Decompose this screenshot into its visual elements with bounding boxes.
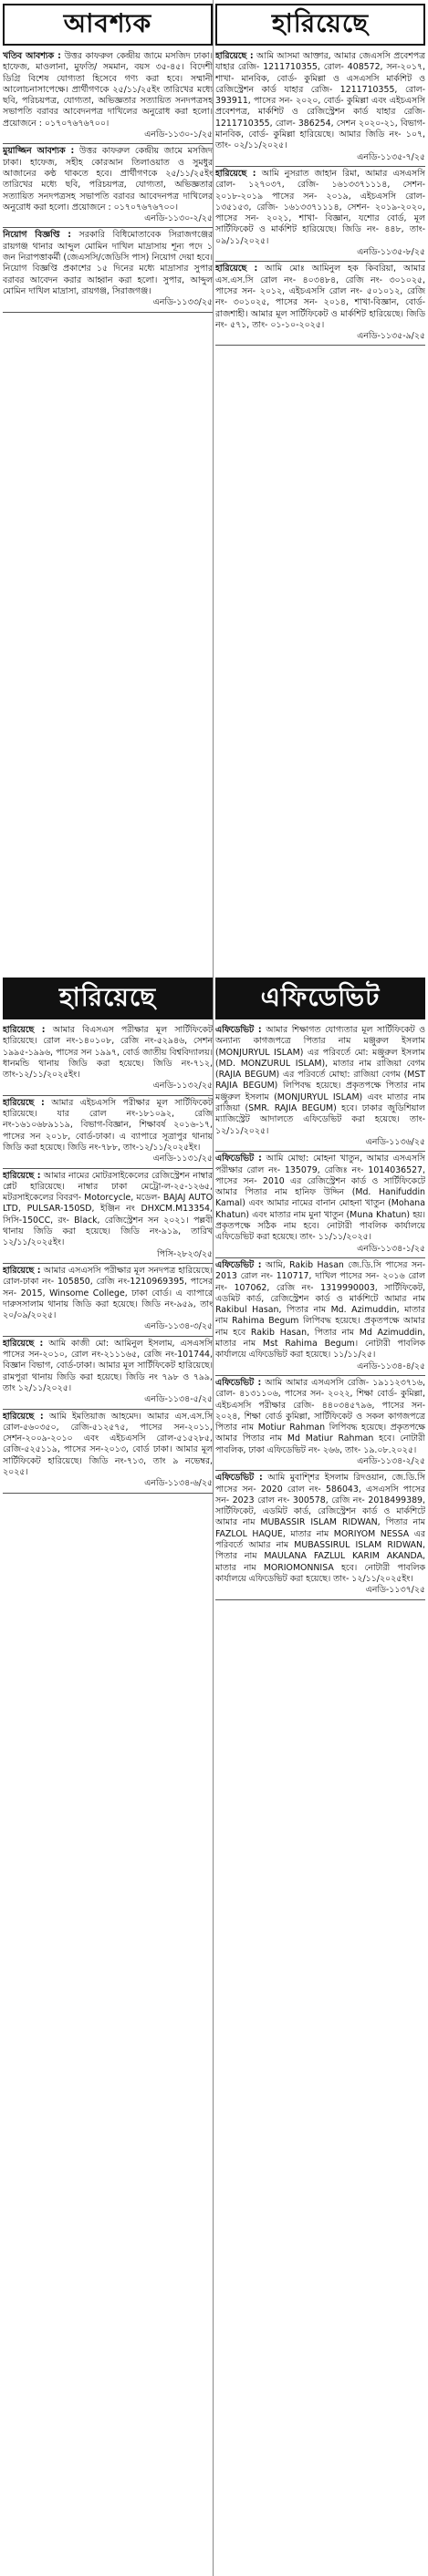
ad-lead: খতিব আবশ্যক : bbox=[3, 51, 61, 61]
classified-ad bbox=[3, 1410, 213, 1494]
ad-lead: মুয়াজ্জিন আবশ্যক : bbox=[3, 146, 75, 157]
ad-code: এনডি-১১৩৪-২/২৫ bbox=[357, 1455, 425, 1466]
ad-body: আমি মুবাশ্শির ইসলাম রিদওয়ান, জে.ডি.সি পাসের সন- 2020 রোল নং- 586043, এসএসসি পাসের সন- 2023 রোল নং- 300578, রেজি নং- 2018499389, সার্টিফিকেট, এডমিট কার্ড, রেজিস্ট্রেশন কার্ড ও মার্কশিটে আমার নাম MUBASSIR ISLAM RIDWAN, পিতার নাম FAZLOL HAQUE, মাতার নাম MORIYOM NESSA এর পরিবর্তে আমার নাম MUBASSIRUL ISLAM RIDWAN, পিতার নাম MAULANA FAZLUL KARIM AKANDA, মাতার নাম MORIOMONNISA হবে। নোটারী পাবলিক কার্যালয়ে এফিডেভিট করা হয়েছে। তাং- ১২/১১/২০২৫ইং। bbox=[215, 1473, 425, 1584]
ad-lead: এফিডেভিট : bbox=[215, 1154, 262, 1164]
classified-ad bbox=[3, 1264, 213, 1337]
wanted-section bbox=[3, 4, 213, 46]
ad-lead: এফিডেভিট : bbox=[215, 1473, 263, 1484]
ad-body: উত্তর কাফরুল কেন্দ্রীয় জামে মসজিদ ঢাকা। হাফেজ, সহীহ কোরআন তিলাওয়াত ও সুমধুর আজানের কণ্ঠ থাকতে হবে। প্রার্থীগণকে ২৫/১১/২৫ইং তারিখের মধ্যে ছবি, পরিচয়পত্র, যোগ্যতা, অভিজ্ঞতার সত্যায়িত সনদপত্রসহ সভাপতি বরাবর আবেদনপত্র দাখিলের অনুরোধ করা হলো। প্রয়োজনে : ০১৭০৭৬৭৬৭০০। bbox=[3, 146, 213, 212]
classified-ad bbox=[215, 167, 425, 262]
classified-ad bbox=[215, 1471, 425, 1599]
classified-ad bbox=[3, 1169, 213, 1264]
lost-ads-right bbox=[215, 49, 425, 968]
ad-code: এনডি-১১৩৪-৪/২৫ bbox=[357, 1360, 425, 1371]
classified-ad bbox=[215, 49, 425, 167]
ad-lead: হারিয়েছে : bbox=[3, 1025, 46, 1035]
ad-lead: এফিডেভিট : bbox=[215, 1259, 262, 1270]
classified-ad bbox=[3, 1023, 213, 1096]
lost-header-right bbox=[215, 4, 425, 46]
ad-code: এনডি-১১৩৫-৯/২৫ bbox=[357, 331, 425, 342]
ad-code: এনডি-১১৩০-১/২৫ bbox=[144, 129, 213, 140]
ad-body: আমি আমার এসএসসি রেজি- ১৯১১২৩৭১৬, রোল- ৪১৩১১০৬, পাসের সন- ২০২২, শিক্ষা বোর্ড- কুমিল্লা, এইচএসসি পরীক্ষার রেজি- ৪৪০৩৪৫৭৯৬, পাসের সন- ২০২৪, শিক্ষা বোর্ড কুমিল্লা, সার্টিফিকেট ও সকল কাগজপত্রে পিতার নাম Motiur Rahman লিপিবদ্ধ হয়েছে। প্রকৃতপক্ষে আমার পিতার নাম Md Matiur Rahman হবে। নোটারী পাবলিক, ঢাকা এফিডেভিট নং- ২৬৬, তাং- ১৯.০৮.২০২৫। bbox=[215, 1377, 425, 1455]
ad-body: আমি নুসরাত জাহান রিমা, আমার এসএসসি রোল- ১২৭০৩৭, রেজি- ১৬১৩৩৭১১১৪, সেশন- ২০১৮-২০১৯ পাসের সন- ২০১৯, এইচএসসি রোল- ১৩৫১৫৩, রেজি- ১৬১৩৩৭১১১৪, সেশন- ২০১৯-২০২০, পাসের সন- ২০২১, শাখা- বিজ্ঞান, যশোর বোর্ড, মূল সার্টিফিকেট ও মার্কশিট হারিয়েছে। জিডি নং- ৪৪৮, তাং- ০৯/১১/২০২৫। bbox=[215, 168, 425, 246]
ad-lead: হারিয়েছে : bbox=[215, 264, 258, 274]
ad-lead: এফিডেভিট : bbox=[215, 1377, 262, 1388]
ad-body: আমি মোঃ আমিনুল হক কিবরিয়া, আমার এস.এস.সি রোল নং- ৪০৩৪৮৪, রেজি নং- ৩০১০২৫, পাসের সন- ২০১২, এইচএসসি রোল নং- ৫০১০১২, রেজি নং- ৩০১০২৫, পাসের সন- ২০১৪, শাখা-বিজ্ঞান, বোর্ড-রাজশাহী। আমার মূল সার্টিফিকেট ও মার্কশিট হারিয়েছে। জিডি নং- ৫৭১, তাং- ০১-১০-২০২৫। bbox=[215, 264, 425, 330]
right-column bbox=[215, 0, 425, 2576]
ad-code: এনডি-১১৩৪-১/২৫ bbox=[357, 1243, 425, 1254]
ad-body: আমি আসমা আক্তার, আমার জেএসসি প্রবেশপত্র যাহার রেজি- 1211710355, রোল- 408572, সন-২০১৭, শাখা- মানবিক, বোর্ড- কুমিল্লা ও এসএসসি মার্কশিট ও রেজিস্ট্রেশন কার্ড যাহার রেজি- 1211710355, রোল- 393911, পাসের সন- ২০২০, বোর্ড- কুমিল্লা এবং এইচএসসি প্রবেশপত্র, মার্কশিট ও রেজিস্ট্রেশন কার্ড যাহার রেজি- 1211710355, রোল- 386254, সেশন ২০২০-২১, বিভাগ- মানবিক, বোর্ড- কুমিল্লা হারিয়েছে। আমার জিডি নং- ১০৭, তাং- ০২/১১/২০২৫। bbox=[215, 51, 425, 151]
affidavit-title: এফিডেভিট bbox=[260, 981, 381, 1012]
affidavit-header bbox=[215, 978, 425, 1019]
ad-code: এনডি-১১৩৪-৩/২৫ bbox=[144, 1321, 213, 1332]
ad-lead: হারিয়েছে : bbox=[3, 1265, 41, 1276]
ad-body: আমার এসএসসি পরীক্ষার মূল সনদপত্র হারিয়েছে। রোল-ঢাকা নং- 105850, রেজি নং-1210969395, পাসের সন- 2015, Winsome College, ঢাকা বোর্ড। এ ব্যাপারে দারুসসালাম থানায় জিডি করা হয়েছে। জিডি নং-৯৫৯, তাং ২০/০৯/২০২৫। bbox=[3, 1265, 213, 1321]
lost-section-left bbox=[3, 978, 213, 1019]
ad-code: এনডি-১১৩০-২/২৫ bbox=[144, 213, 213, 224]
ad-code: এনডি-১১৩১/২৫ bbox=[152, 1154, 213, 1164]
ad-body: উত্তর কাফরুল কেন্দ্রীয় জামে মসজিদ ঢাকা। হাফেজ, মাওলানা, মুফতি/ সমমান, বয়স ৩৫-৪৫। বিদেশী ডিগ্রি বিশেষ যোগ্যতা হিসেবে গণ্য করা হবে। সম্মানী আলোচনাসাপেক্ষে। প্রার্থীগণকে ২৫/১১/২৫ইং তারিখের মধ্যে ছবি, পরিচয়পত্র, যোগ্যতা, অভিজ্ঞতার সত্যায়িত সনদপত্রসহ সভাপতি বরাবর আবেদনপত্র দাখিলের অনুরোধ করা হলো। প্রয়োজনে : ০১৭০৭৬৭৬৭০০। bbox=[3, 51, 213, 129]
classified-ad bbox=[3, 144, 213, 228]
affidavit-ads bbox=[215, 1023, 425, 2573]
ad-code: এনডি-১১৩৬/২৫ bbox=[365, 1136, 425, 1147]
ad-body: আমার এইচএসসি পরীক্ষার মূল সার্টিফিকেট হারিয়েছে। যার রোল নং-১৮১০৯২, রেজি নং-১৬১০৬৮৯১১৯, বিভাগ-বিজ্ঞান, শিক্ষাবর্ষ ২০১৬-১৭, পাসের সন ২০১৮, বোর্ড-ঢাকা। এ ব্যাপারে সূত্রাপুর থানায় জিডি করা হয়েছে। জিডি নং-৭৮৮, তাং-১২/১১/২০২৫ইং। bbox=[3, 1097, 213, 1153]
wanted-title: আবশ্যক bbox=[63, 7, 152, 38]
affidavit-section bbox=[215, 978, 425, 1019]
ad-code: এনডি-১১৩৩/২৫ bbox=[152, 297, 213, 308]
ad-body: সরকারি বিধিমোতাবেক সিরাজগঞ্জের রায়গঞ্জ থানার আব্দুল মোমিন দাখিল মাদ্রাসায় শূন্য পদে ১ জন নিরাপত্তাকর্মী (জেএসসি/জেডিসি পাস) নিয়োগ দেয়া হবে। নিয়োগ বিজ্ঞপ্তি প্রকাশের ১৫ দিনের মধ্যে মাদ্রাসার সুপার বরাবর আবেদন করার আহ্বান করা হলো। সুপার, আব্দুল মোমিন দাখিল মাদ্রাসা, রায়গঞ্জ, সিরাজগঞ্জ। bbox=[3, 230, 213, 296]
classified-ad bbox=[215, 1152, 425, 1258]
ad-code: এনডি-১১৩৫-৮/২৫ bbox=[357, 247, 425, 258]
classified-ad bbox=[3, 1096, 213, 1169]
ad-code: এনডি-১১৩৪-৬/২৫ bbox=[144, 1478, 213, 1489]
ad-lead: হারিয়েছে : bbox=[3, 1338, 44, 1349]
classified-ad bbox=[215, 1023, 425, 1152]
ad-body: আমি কাজী মো: আমিনুল ইসলাম, এসএসসি পাসের সন-২০১০, রোল নং-২১১১৬৫, রেজি নং-101744, বিজ্ঞান বিভাগ, বোর্ড-ঢাকা। আমার মূল সার্টিফিকেট হারিয়েছে। রামপুরা থানায় জিডি করা হয়েছে। জিডি নং ৭৯৮ ও ৭৯৯, তাং ১২/১১/২০২৫। bbox=[3, 1338, 213, 1393]
classified-ad bbox=[3, 228, 213, 312]
ad-code: এনডি-১১৩৪-৫/২৫ bbox=[144, 1394, 213, 1405]
ad-lead: হারিয়েছে : bbox=[215, 168, 256, 179]
classified-ad bbox=[3, 1337, 213, 1410]
ad-code: এনডি-১১৩২/২৫ bbox=[152, 1081, 213, 1091]
lost-section-right bbox=[215, 4, 425, 46]
ad-body: আমি, Rakib Hasan জে.ডি.সি পাসের সন- 2013 রোল নং- 110717, দাখিল পাসের সন- ২০১৬ রোল নং- 107062, রেজি নং- 1319990003, সার্টিফিকেট, এডমিট কার্ড, রেজিস্ট্রেশন কার্ড ও মার্কশিটে আমার নাম Rakibul Hasan, পিতার নাম Md. Azimuddin, মাতার নাম Rahima Begum লিপিবদ্ধ হয়েছে। প্রকৃতপক্ষে আমার নাম হবে Rakib Hasan, পিতার নাম Md Azimuddin, মাতার নাম Mst Rahima Begum। নোটারী পাবলিক কার্যালয়ে এফিডেভিট করা হয়েছে। ১১/১১/২৫। bbox=[215, 1259, 425, 1360]
ad-lead: নিয়োগ বিজ্ঞপ্তি : bbox=[3, 230, 71, 241]
classified-ad bbox=[215, 1376, 425, 1471]
left-column bbox=[3, 0, 213, 2576]
lost-title-left: হারিয়েছে bbox=[58, 981, 157, 1012]
ad-lead: হারিয়েছে : bbox=[3, 1411, 44, 1422]
ad-body: আমি মোছা: মোহনা খাতুন, আমার এসএসসি পরীক্ষার রোল নং- 135079, রেজিঃ নং- 1014036527, পাসের সন- 2010 এর রেজিস্ট্রেশন কার্ড ও সার্টিফিকেটে আমার পিতার নাম হানিফ উদ্দিন (Md. Hanifuddin Kamal) এবং আমার নামের বানান মোহনা খাতুন (Mohana Khatun) এবং মাতার নাম মুনা খাতুন (Muna Khatun) হয়। প্রকৃতপক্ষে সঠিক নাম হবে। নোটারী পাবলিক কার্যালয়ে এফিডেভিট করা হয়েছে। তাং- ১১/১১/২০২৫। bbox=[215, 1154, 425, 1243]
column-divider bbox=[213, 0, 214, 2576]
ad-body: আমার শিক্ষাগত যোগ্যতার মূল সার্টিফিকেট ও অন্যান্য কাগজপত্রে পিতার নাম মঞ্জুরুল ইসলাম (MONJURYUL ISLAM) এর পরিবর্তে মো: মঞ্জুরুল ইসলাম (MD. MONZURUL ISLAM), মাতার নাম রাজিয়া বেগম (RAJIA BEGUM) এর পরিবর্তে মোছা: রাজিয়া বেগম (MST RAJIA BEGUM) লিপিবদ্ধ হয়েছে। প্রকৃতপক্ষে পিতার নাম মঞ্জুরুল ইসলাম (MONJURYUL ISLAM) এবং মাতার নাম রাজিয়া (SMR. RAJIA BEGUM) হবে। ঢাকার জুডিশিয়াল ম্যাজিস্ট্রেট আদালতে এফিডেভিট করা হয়েছে। তাং- ১২/১১/২০২৫। bbox=[215, 1025, 425, 1136]
lost-title-right: হারিয়েছে bbox=[271, 7, 370, 38]
ad-body: আমার বিএসএস পরীক্ষার মূল সার্টিফিকেট হারিয়েছে। রোল নং-১৪০১০৮, রেজি নং-৫২৯৪৬, সেশন ১৯৯৫-১৯৯৬, পাসের সন ১৯৯৭, বোর্ড জাতীয় বিশ্ববিদ্যালয়। ধানমন্ডি থানায় জিডি করা হয়েছে। জিডি নং-৭১২, তাং-১২/১১/২০২৫ইং। bbox=[3, 1025, 213, 1081]
ad-code: এনডি-১১৩৫-৭/২৫ bbox=[357, 151, 425, 162]
classified-ad bbox=[3, 49, 213, 144]
ad-code: পিসি-২৮২৩/২৫ bbox=[156, 1248, 213, 1259]
ad-lead: এফিডেভিট : bbox=[215, 1025, 262, 1035]
lost-ads-left bbox=[3, 1023, 213, 2573]
ad-lead: হারিয়েছে : bbox=[215, 51, 254, 61]
ad-lead: হারিয়েছে : bbox=[3, 1170, 41, 1181]
ad-lead: হারিয়েছে : bbox=[3, 1097, 45, 1108]
ad-code: এনডি-১১৩৭/২৫ bbox=[365, 1585, 425, 1596]
classified-ad bbox=[215, 262, 425, 346]
ad-body: আমার নামের মোটরসাইকেলের রেজিস্ট্রেশন নাম্বার প্লেট হারিয়েছে। নাম্বার ঢাকা মেট্রো-ল-২৫-১২৬৫, মটরসাইকেলের বিবরণ- Motorcycle, মডেল- BAJAJ AUTO LTD, PULSAR-150SD, ইঞ্জিন নং DHXCM.M13354, সিসি-150CC, রং- Black, রেজিস্ট্রেশন সন ২০২১। পল্লবী থানায় জিডি করা হয়েছে। জিডি নং-৯১৯, তারিখ ১২/১১/২০২৫ইং। bbox=[3, 1170, 213, 1248]
wanted-ads bbox=[3, 49, 213, 968]
ad-body: আমি ইমতিয়াজ আহমেদ। আমার এস.এস.সি রোল-৫৬০৩৫০, রেজি-৫১২৫৭৫, পাসের সন-২০১১, সেশন-২০০৯-২০১০ এবং এইচএসসি রোল-৫১৫২৮৫, রেজি-৫২৫১১৯, পাসের সন-২০১৩, বোর্ড ঢাকা। আমার মূল সার্টিফিকেট হারিয়েছে। জিডি নং-৭১৩, তাং ৯ নভেম্বর, ২০২৫। bbox=[3, 1411, 213, 1477]
wanted-header bbox=[3, 4, 213, 46]
classified-ad bbox=[215, 1258, 425, 1376]
lost-header-left bbox=[3, 978, 213, 1019]
